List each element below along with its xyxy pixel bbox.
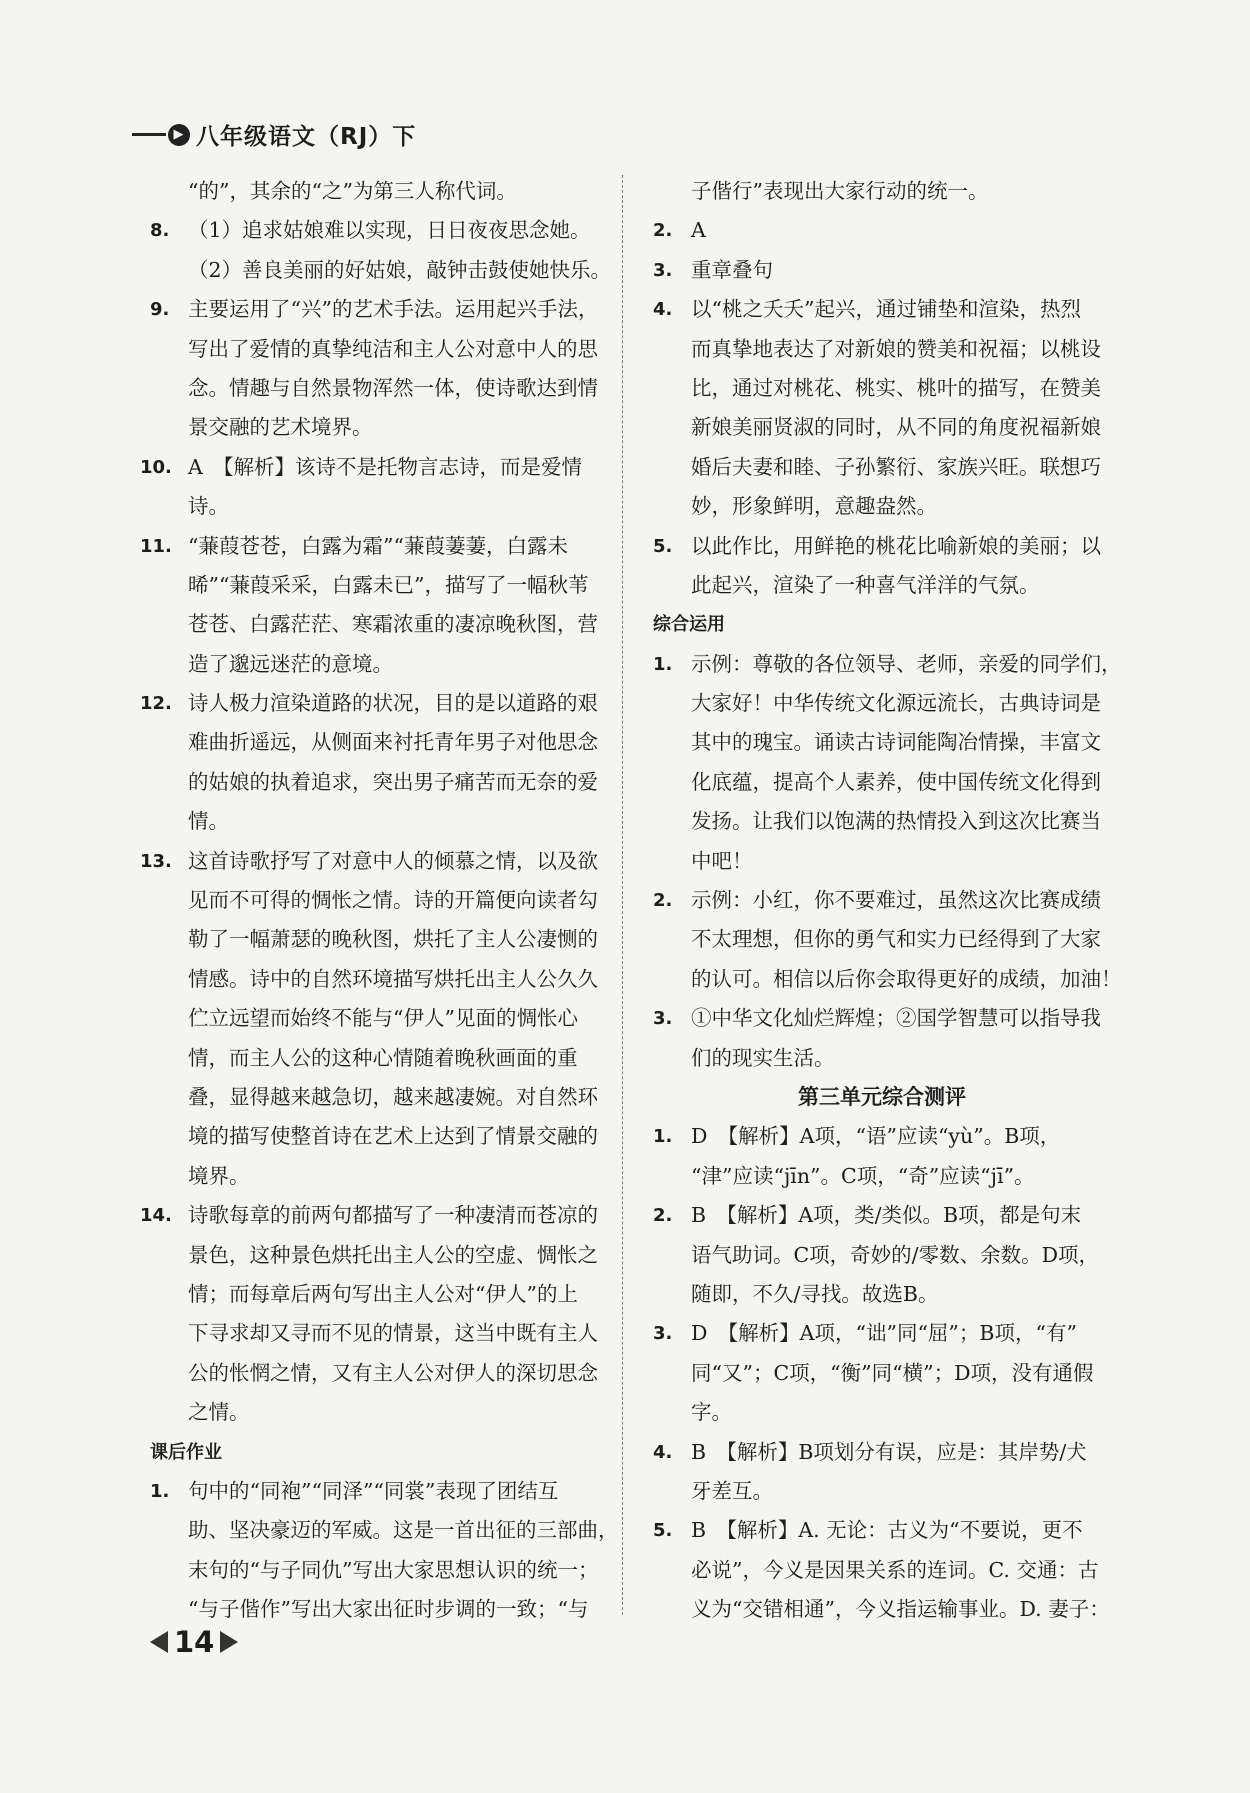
answer-text: 苍苍、白露茫茫、寒霜浓重的凄凉晚秋图，营 <box>188 612 598 637</box>
answer-line <box>653 723 1111 762</box>
answer-text: B 【解析】A. 无论：古义为“不要说，更不 <box>691 1518 1083 1543</box>
question-number: 4. <box>653 1441 673 1463</box>
answer-text: 句中的“同袍”“同泽”“同裳”表现了团结互 <box>188 1478 559 1503</box>
answer-text: 晞”“蒹葭采采，白露未已”，描写了一幅秋苇 <box>188 572 589 597</box>
answer-text: 而真挚地表达了对新娘的赞美和祝福；以桃设 <box>691 336 1101 361</box>
answer-line <box>140 448 608 487</box>
answer-text: “津”应读“jīn”。C项，“奇”应读“jī”。 <box>691 1163 1035 1188</box>
answer-text: 大家好！中华传统文化源远流长，古典诗词是 <box>691 691 1101 716</box>
answer-text: 诗人极力渲染道路的状况，目的是以道路的艰 <box>188 691 598 716</box>
answer-text: 中吧！ <box>691 848 753 873</box>
answer-text: 化底蕴，提高个人素养，使中国传统文化得到 <box>691 769 1101 794</box>
answer-text: 情，而主人公的这种心情随着晚秋画面的重 <box>188 1045 578 1070</box>
page-number <box>150 1625 238 1659</box>
answer-line <box>653 1275 1111 1314</box>
answer-line <box>150 290 608 329</box>
answer-text: 勒了一幅萧瑟的晚秋图，烘托了主人公凄恻的 <box>188 927 598 952</box>
answer-text: 子偕行”表现出大家行动的统一。 <box>691 179 989 203</box>
answer-line <box>150 487 608 526</box>
right-arrow-icon <box>220 1631 238 1653</box>
answer-text: 景交融的艺术境界。 <box>188 415 373 440</box>
answer-text: 义为“交错相通”，今义指运输事业。D. 妻子： <box>691 1597 1110 1622</box>
book-title: 八年级语文（RJ）下 <box>196 124 417 150</box>
answer-line <box>653 487 1111 526</box>
answer-text: 其中的瑰宝。诵读古诗词能陶冶情操，丰富文 <box>691 730 1101 755</box>
question-number: 13. <box>140 850 172 872</box>
answer-text: 伫立远望而始终不能与“伊人”见面的惆怅心 <box>188 1006 578 1031</box>
answer-line <box>150 920 608 959</box>
section-heading-text: 综合运用 <box>653 614 725 636</box>
answer-text: 助、坚决豪迈的军威。这是一首出征的三部曲， <box>188 1518 619 1543</box>
answer-line <box>150 723 608 762</box>
answer-line <box>653 566 1111 605</box>
answer-line <box>150 330 608 369</box>
answer-text: 不太理想，但你的勇气和实力已经得到了大家 <box>691 927 1101 952</box>
answer-line <box>653 1354 1111 1393</box>
answer-line <box>150 251 612 290</box>
question-number: 1. <box>653 653 673 675</box>
answer-text: A 【解析】该诗不是托物言志诗，而是爱情 <box>188 454 583 479</box>
answer-text: A <box>691 218 706 243</box>
section-title <box>653 1078 1111 1117</box>
play-icon: ▶ <box>168 124 190 146</box>
answer-line <box>150 1236 608 1275</box>
answer-text: 们的现实生活。 <box>691 1045 835 1070</box>
answer-line <box>653 842 1111 881</box>
answer-line <box>653 251 1111 290</box>
answer-text: 情感。诗中的自然环境描写烘托出主人公久久 <box>188 966 598 991</box>
answer-line <box>653 960 1122 999</box>
answer-text: 主要运用了“兴”的艺术手法。运用起兴手法， <box>188 297 599 322</box>
answer-line <box>150 802 608 841</box>
question-number: 10. <box>140 456 172 478</box>
answer-text: ①中华文化灿烂辉煌；②国学智慧可以指导我 <box>691 1006 1101 1031</box>
answer-text: 的认可。相信以后你会取得更好的成绩，加油！ <box>691 966 1122 991</box>
answer-line <box>140 842 608 881</box>
answer-text: 发扬。让我们以饱满的热情投入到这次比赛当 <box>691 809 1101 834</box>
answer-line <box>653 448 1111 487</box>
question-number: 2. <box>653 890 673 912</box>
question-number: 5. <box>653 535 673 557</box>
answer-text: （1）追求姑娘难以实现，日日夜夜思念她。 <box>188 218 591 243</box>
answer-line <box>150 211 608 250</box>
answer-text: D 【解析】A项，“语”应读“yù”。B项， <box>691 1124 1061 1149</box>
answer-line <box>653 330 1111 369</box>
question-number: 3. <box>653 259 673 281</box>
answer-line <box>150 1117 608 1156</box>
answer-line <box>150 172 608 211</box>
question-number: 12. <box>140 693 172 715</box>
answer-text: 随即，不久/寻找。故选B。 <box>691 1281 939 1306</box>
answer-line <box>653 172 1111 211</box>
section-heading-text: 课后作业 <box>150 1441 222 1463</box>
answer-line <box>653 645 1122 684</box>
question-number: 1. <box>150 1480 170 1502</box>
answer-line <box>653 1551 1111 1590</box>
answer-line <box>150 1157 608 1196</box>
answer-line <box>653 369 1111 408</box>
answer-text: 示例：尊敬的各位领导、老师，亲爱的同学们， <box>691 651 1122 676</box>
page-number-text: 14 <box>174 1625 215 1659</box>
answer-line <box>150 1314 608 1353</box>
answer-text: 造了邈远迷茫的意境。 <box>188 651 393 676</box>
answer-line <box>653 1590 1111 1629</box>
answer-text: 见而不可得的惆怅之情。诗的开篇便向读者勾 <box>188 888 598 913</box>
answer-text: 末句的“与子同仇”写出大家思想认识的统一； <box>188 1557 599 1582</box>
answer-line <box>653 999 1111 1038</box>
answer-text: 情；而每章后两句写出主人公对“伊人”的上 <box>188 1281 578 1306</box>
answer-text: B 【解析】A项，类/类似。B项，都是句末 <box>691 1203 1082 1228</box>
answer-line <box>653 1433 1111 1472</box>
answer-text: 必说”，今义是因果关系的连词。C. 交通：古 <box>691 1557 1099 1582</box>
answer-text: 语气助词。C项，奇妙的/零数、余数。D项， <box>691 1242 1100 1267</box>
answer-line <box>653 290 1111 329</box>
answer-line <box>653 881 1111 920</box>
answer-text: （2）善良美丽的好姑娘，敲钟击鼓使她快乐。 <box>188 257 612 282</box>
answer-line <box>653 1314 1111 1353</box>
answer-text: 妙，形象鲜明，意趣盎然。 <box>691 494 937 519</box>
answer-text: 这首诗歌抒写了对意中人的倾慕之情，以及欲 <box>188 848 598 873</box>
answer-line <box>150 1275 608 1314</box>
answer-line <box>150 1590 608 1629</box>
answer-line <box>150 1078 608 1117</box>
answer-line <box>150 566 608 605</box>
question-number: 8. <box>150 220 170 242</box>
answer-text: 比，通过对桃花、桃实、桃叶的描写，在赞美 <box>691 375 1101 400</box>
left-arrow-icon <box>150 1631 168 1653</box>
section-heading <box>653 605 1111 644</box>
answer-line <box>150 645 608 684</box>
page-header <box>132 118 416 151</box>
answer-text: 新娘美丽贤淑的同时，从不同的角度祝福新娘 <box>691 415 1101 440</box>
answer-line <box>150 408 608 447</box>
answer-line <box>150 960 608 999</box>
answer-text: “蒹葭苍苍，白露为霜”“蒹葭萋萋，白露未 <box>188 533 568 558</box>
answer-text: 的姑娘的执着追求，突出男子痛苦而无奈的爱 <box>188 769 598 794</box>
answer-text: 叠，显得越来越急切，越来越凄婉。对自然环 <box>188 1084 598 1109</box>
answer-line <box>150 1354 608 1393</box>
answer-line <box>150 369 608 408</box>
answer-text: 难曲折遥远，从侧面来衬托青年男子对他思念 <box>188 730 598 755</box>
answer-line <box>653 920 1111 959</box>
answer-line <box>140 1196 608 1235</box>
answer-line <box>150 1472 608 1511</box>
answer-line <box>653 211 1111 250</box>
answer-line <box>150 999 608 1038</box>
question-number: 5. <box>653 1520 673 1542</box>
answer-line <box>653 1236 1111 1275</box>
answer-text: “与子偕作”写出大家出征时步调的一致；“与 <box>188 1597 589 1622</box>
answer-text: 公的怅惘之情，又有主人公对伊人的深切思念 <box>188 1360 598 1385</box>
answer-line <box>653 527 1111 566</box>
answer-line <box>653 1117 1111 1156</box>
section-heading <box>150 1433 608 1472</box>
answer-line <box>653 1393 1111 1432</box>
answer-text: B 【解析】B项划分有误，应是：其岸势/犬 <box>691 1439 1087 1464</box>
question-number: 3. <box>653 1008 673 1030</box>
right-column <box>653 172 1122 1629</box>
question-number: 1. <box>653 1126 673 1148</box>
answer-line <box>653 1472 1111 1511</box>
answer-text: 诗。 <box>188 494 229 519</box>
answer-text: 同“又”；C项，“衡”同“横”；D项，没有通假 <box>691 1360 1094 1385</box>
answer-text: 境界。 <box>188 1163 250 1188</box>
answer-line <box>653 763 1111 802</box>
answer-line <box>653 1196 1111 1235</box>
answer-text: 牙差互。 <box>691 1478 773 1503</box>
answer-text: 境的描写使整首诗在艺术上达到了情景交融的 <box>188 1124 598 1149</box>
question-number: 4. <box>653 299 673 321</box>
answer-line <box>653 1157 1111 1196</box>
answer-text: 以“桃之夭夭”起兴，通过铺垫和渲染，热烈 <box>691 297 1081 322</box>
answer-line <box>653 684 1111 723</box>
answer-text: “的”，其余的“之”为第三人称代词。 <box>188 179 517 203</box>
column-divider <box>622 175 623 1615</box>
answer-line <box>140 684 608 723</box>
answer-line <box>150 605 608 644</box>
answer-text: 以此作比，用鲜艳的桃花比喻新娘的美丽；以 <box>691 533 1101 558</box>
question-number: 9. <box>150 299 170 321</box>
answer-line <box>653 408 1111 447</box>
answer-line <box>150 1039 608 1078</box>
answer-text: 念。情趣与自然景物浑然一体，使诗歌达到情 <box>188 375 598 400</box>
answer-text: 此起兴，渲染了一种喜气洋洋的气氛。 <box>691 572 1040 597</box>
left-column <box>140 172 619 1629</box>
answer-line <box>653 1039 1111 1078</box>
answer-text: D 【解析】A项，“诎”同“屈”；B项，“有” <box>691 1321 1077 1346</box>
answer-line <box>140 527 608 566</box>
question-number: 2. <box>653 220 673 242</box>
answer-line <box>653 802 1111 841</box>
answer-line <box>150 881 608 920</box>
answer-text: 重章叠句 <box>691 257 773 282</box>
answer-text: 情。 <box>188 809 229 834</box>
answer-line <box>150 1511 619 1550</box>
answer-line <box>150 763 608 802</box>
header-dash <box>132 133 166 136</box>
answer-text: 婚后夫妻和睦、子孙繁衍、家族兴旺。联想巧 <box>691 454 1101 479</box>
answer-line <box>653 1511 1111 1550</box>
answer-text: 下寻求却又寻而不见的情景，这当中既有主人 <box>188 1321 598 1346</box>
question-number: 11. <box>140 535 172 557</box>
answer-line <box>150 1551 608 1590</box>
answer-text: 景色，这种景色烘托出主人公的空虚、惆怅之 <box>188 1242 598 1267</box>
answer-text: 字。 <box>691 1400 732 1425</box>
answer-text: 写出了爱情的真挚纯洁和主人公对意中人的思 <box>188 336 598 361</box>
question-number: 2. <box>653 1205 673 1227</box>
section-title-text: 第三单元综合测评 <box>798 1084 966 1109</box>
question-number: 14. <box>140 1205 172 1227</box>
answer-text: 之情。 <box>188 1400 250 1425</box>
question-number: 3. <box>653 1323 673 1345</box>
answer-text: 诗歌每章的前两句都描写了一种凄清而苍凉的 <box>188 1203 598 1228</box>
answer-text: 示例：小红，你不要难过，虽然这次比赛成绩 <box>691 888 1101 913</box>
answer-line <box>150 1393 608 1432</box>
